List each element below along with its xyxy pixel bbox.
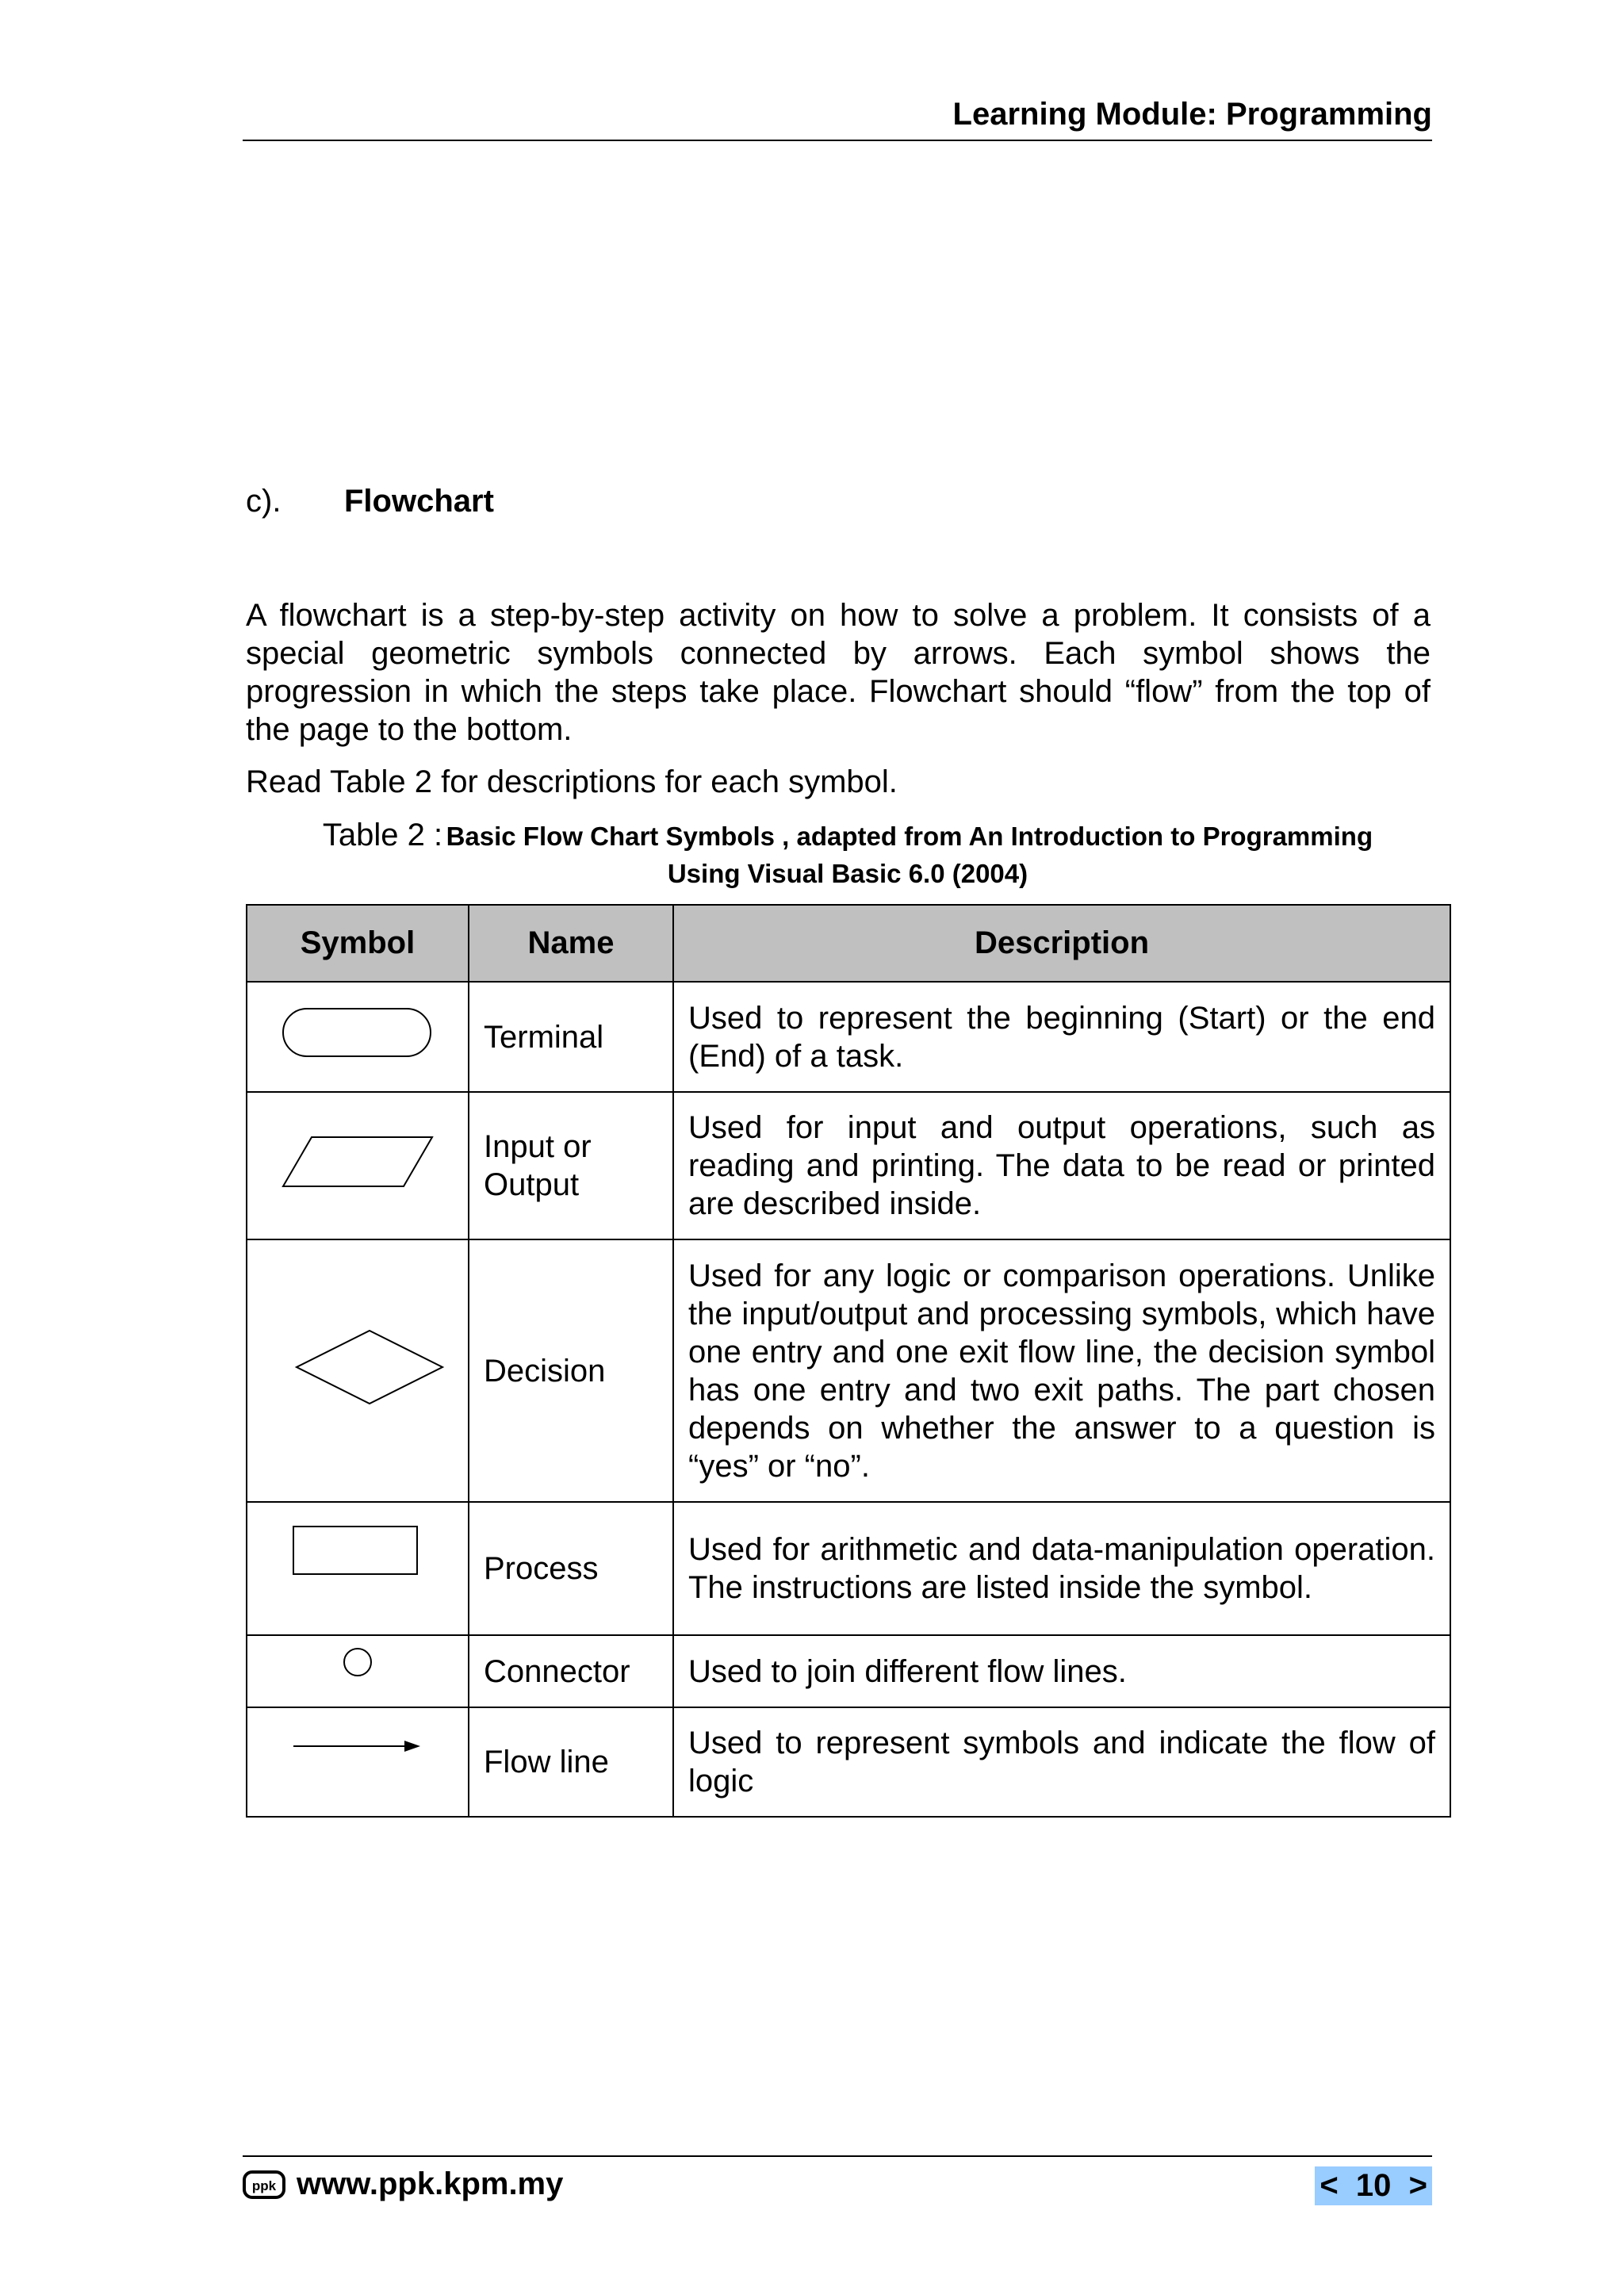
process-icon — [290, 1523, 425, 1577]
name-cell: Input or Output — [469, 1092, 673, 1239]
caption-line1: Basic Flow Chart Symbols , adapted from An Introduction to Programming — [446, 822, 1373, 851]
header-title: Learning Module: Programming — [952, 97, 1432, 132]
name-cell: Connector — [469, 1635, 673, 1707]
section-number: c). — [246, 484, 282, 519]
intro-paragraph: A flowchart is a step-by-step activity on how to solve a problem. It consists of a special geometric symbols connected by arrows. Each symbol shows the progression in which the steps take place. Flowchart should “flow” from the top of the page to the bottom. — [246, 598, 1431, 747]
page-footer — [243, 2155, 1432, 2212]
symbol-cell — [247, 1707, 469, 1817]
table-row — [247, 1635, 1450, 1707]
header-symbol: Symbol — [247, 905, 469, 982]
page-header — [243, 94, 1432, 141]
table-row — [247, 1092, 1450, 1239]
table-row — [247, 982, 1450, 1092]
input-output-icon — [278, 1134, 437, 1189]
page-number: < 10 > — [1315, 2166, 1432, 2205]
table-header-row — [247, 905, 1450, 982]
caption-lead: Table 2 : — [322, 818, 443, 852]
ppk-logo-icon — [243, 2169, 285, 2201]
symbol-cell — [247, 1502, 469, 1635]
symbol-cell — [247, 1239, 469, 1502]
header-description: Description — [673, 905, 1450, 982]
description-cell: Used to represent the beginning (Start) or the end (End) of a task. — [673, 982, 1450, 1092]
footer-url-group — [243, 2166, 563, 2202]
section-heading — [246, 484, 494, 519]
table-caption — [246, 819, 1450, 895]
svg-text:ppk: ppk — [251, 2178, 277, 2193]
table-row — [247, 1239, 1450, 1502]
flow-line-icon — [290, 1734, 425, 1758]
read-instruction: Read Table 2 for descriptions for each symbol. — [246, 764, 898, 799]
description-cell: Used for arithmetic and data-manipulation operation. The instructions are listed inside the symbol. — [673, 1502, 1450, 1635]
footer-url[interactable]: www.ppk.kpm.my — [297, 2166, 564, 2201]
section-title: Flowchart — [344, 484, 494, 519]
description-cell: Used to join different flow lines. — [673, 1635, 1450, 1707]
symbol-cell — [247, 1635, 469, 1707]
caption-line2: Using Visual Basic 6.0 (2004) — [667, 859, 1028, 888]
name-cell: Decision — [469, 1239, 673, 1502]
description-cell: Used for input and output operations, such as reading and printing. The data to be read or printed are described inside. — [673, 1092, 1450, 1239]
table-row — [247, 1502, 1450, 1635]
table-row — [247, 1707, 1450, 1817]
symbols-table — [246, 904, 1451, 1818]
name-cell: Terminal — [469, 982, 673, 1092]
name-cell: Process — [469, 1502, 673, 1635]
terminal-icon — [278, 1006, 437, 1061]
decision-icon — [290, 1327, 449, 1407]
description-cell: Used to represent symbols and indicate the flow of logic — [673, 1707, 1450, 1817]
symbol-cell — [247, 982, 469, 1092]
header-name: Name — [469, 905, 673, 982]
name-cell: Flow line — [469, 1707, 673, 1817]
symbol-cell — [247, 1092, 469, 1239]
description-cell: Used for any logic or comparison operations. Unlike the input/output and processing symbols, which have one entry and one exit flow line, the decision symbol has one entry and two exit paths. The part chosen depends on whether the answer to a question is “yes” or “no”. — [673, 1239, 1450, 1502]
connector-icon — [340, 1645, 375, 1680]
